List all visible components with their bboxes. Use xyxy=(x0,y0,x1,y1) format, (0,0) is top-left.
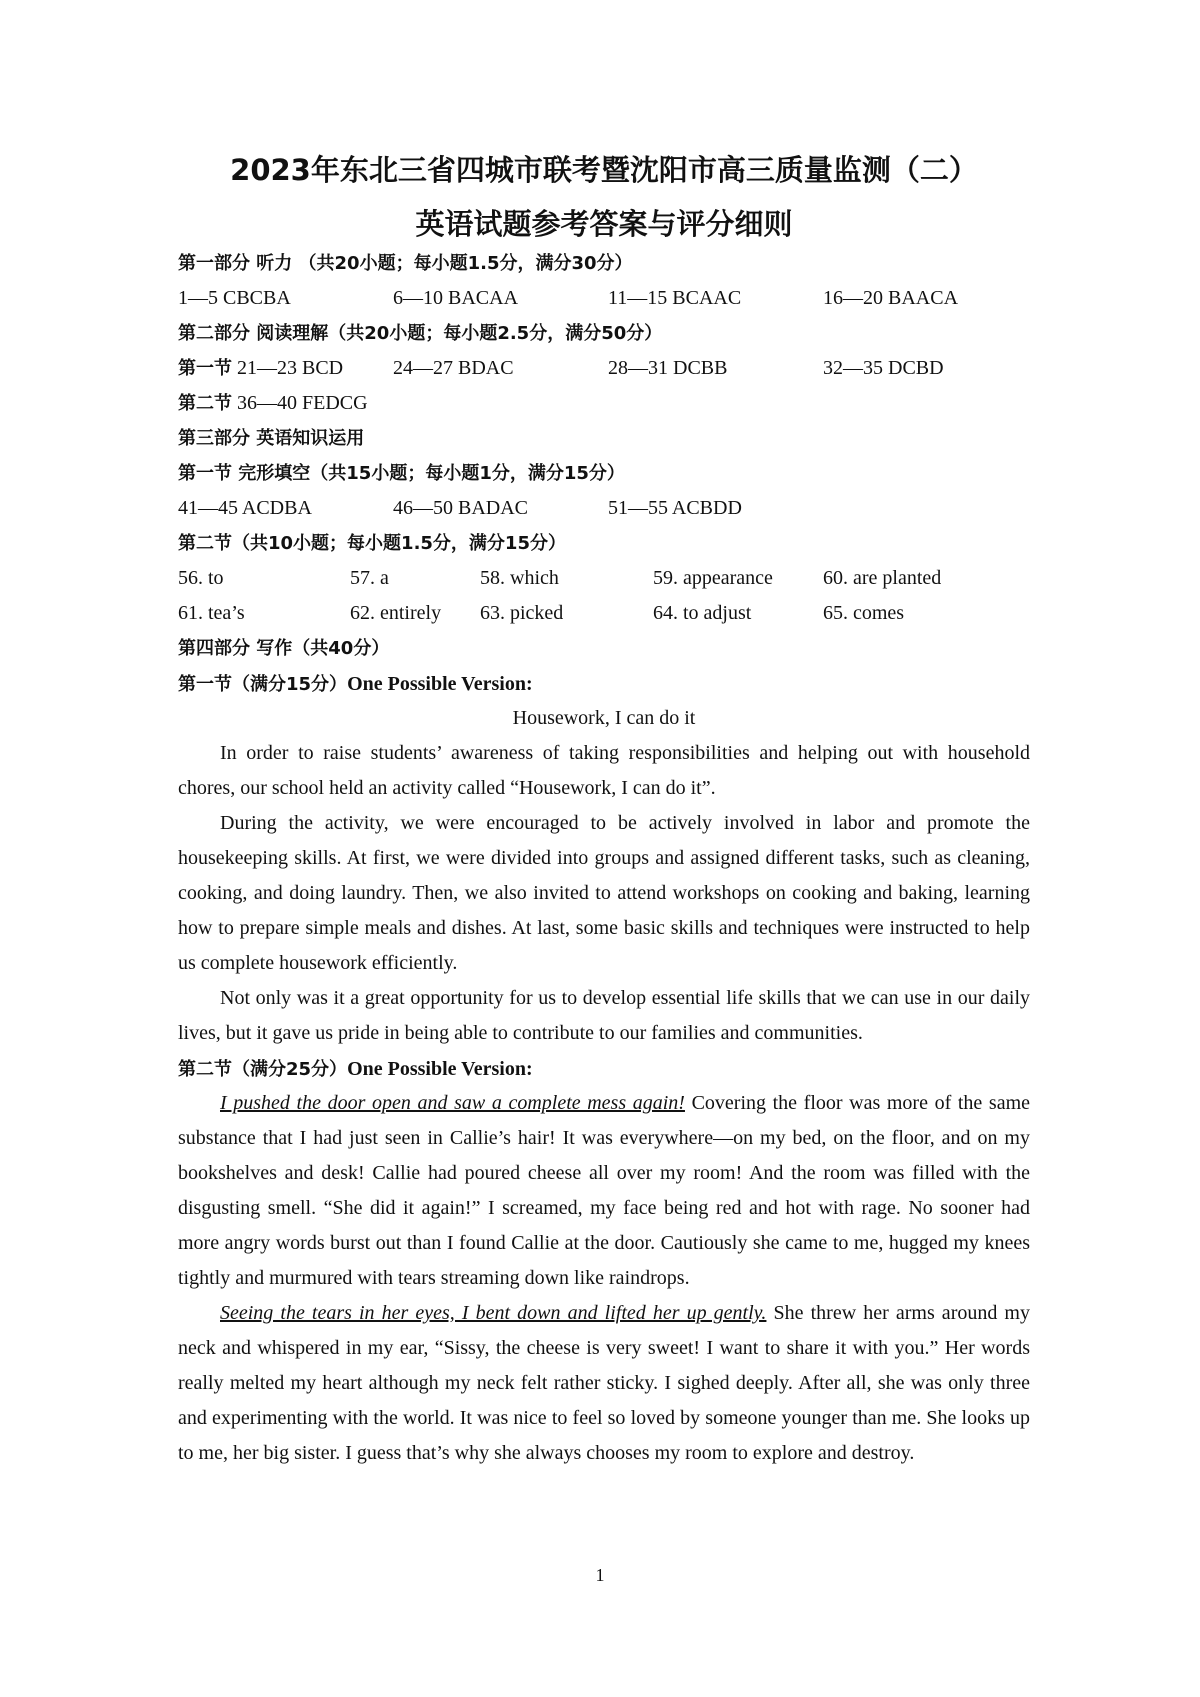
answer-group xyxy=(178,386,368,421)
grammar-answer: 59. appearance xyxy=(653,567,773,589)
given-opening-sentence: I pushed the door open and saw a complete mess again! xyxy=(220,1092,685,1114)
part2-section1-answers xyxy=(178,351,1030,386)
section-heading-en: One Possible Version: xyxy=(347,673,533,695)
paragraph-body: Covering the floor was more of the same substance that I had just seen in Callie’s hair! It was everywhere—on my bed, on the floor, and on my bookshelves and desk! Callie had poured cheese all over my room! And the room was filled with the disgusting smell. “She did it again!” I screamed, my face being red and hot with rage. No sooner had more angry words burst out than I found Callie at the door. Cautiously she came to me, hugged my knees tightly and murmured with tears streaming down like raindrops. xyxy=(178,1092,1031,1289)
part3-heading: 第三部分 英语知识运用 xyxy=(178,428,365,449)
section-label: 第二节 xyxy=(178,393,232,414)
grammar-answer: 57. a xyxy=(350,567,389,589)
essay2-paragraph xyxy=(178,1296,1030,1471)
section-heading-cn: 第二节（满分25分） xyxy=(178,1059,348,1080)
paragraph-body: She threw her arms around my neck and whispered in my ear, “Sissy, the cheese is very sweet! I want to share it with you.” Her words really melted my heart although my neck felt rather sticky. I sighed deeply. After all, she was only three and experimenting with the world. It was nice to feel so loved by someone younger than me. She looks up to me, her big sister. I guess that’s why she always chooses my room to explore and destroy. xyxy=(178,1302,1030,1464)
essay1-paragraph: In order to raise students’ awareness of taking responsibilities and helping out with household chores, our school held an activity called “Housework, I can do it”. xyxy=(178,742,1030,799)
answer-group: 1—5 CBCBA xyxy=(178,287,291,309)
answer-text: 36—40 FEDCG xyxy=(237,392,368,414)
grammar-answer: 56. to xyxy=(178,567,224,589)
grammar-answer: 63. picked xyxy=(480,602,564,624)
grammar-answer: 65. comes xyxy=(823,602,905,624)
section-heading-cn: 第一节（满分15分） xyxy=(178,674,348,695)
answer-group: 41—45 ACDBA xyxy=(178,497,312,519)
part2-section2-answers xyxy=(178,386,1030,421)
answer-group: 16—20 BAACA xyxy=(823,287,959,309)
essay1-paragraph: Not only was it a great opportunity for us to develop essential life skills that we can use in our daily lives, but it gave us pride in being able to contribute to our families and communities. xyxy=(178,987,1030,1044)
part3-section1-heading: 第一节 完形填空（共15小题；每小题1分，满分15分） xyxy=(178,463,625,484)
answer-group xyxy=(178,351,343,386)
grammar-answer: 58. which xyxy=(480,567,559,589)
answer-sheet-page xyxy=(178,150,1030,1471)
section-label: 第一节 xyxy=(178,358,232,379)
part1-heading: 第一部分 听力 （共20小题；每小题1.5分，满分30分） xyxy=(178,253,633,274)
part1-answers xyxy=(178,281,1030,316)
answer-group: 11—15 BCAAC xyxy=(608,287,742,309)
part4-heading: 第四部分 写作（共40分） xyxy=(178,638,390,659)
answer-group: 32—35 DCBD xyxy=(823,357,944,379)
document-title: 2023年东北三省四城市联考暨沈阳市高三质量监测（二） xyxy=(230,153,978,187)
answer-group: 51—55 ACBDD xyxy=(608,497,742,519)
essay1-paragraph: During the activity, we were encouraged to be actively involved in labor and promote the housekeeping skills. At first, we were divided into groups and assigned different tasks, such as cleaning, cooking, and doing laundry. Then, we also invited to attend workshops on cooking and baking, learning how to prepare simple meals and dishes. At last, some basic skills and techniques were instructed to help us complete housework efficiently. xyxy=(178,812,1030,974)
grammar-answer: 62. entirely xyxy=(350,602,442,624)
grammar-answers-row-2 xyxy=(178,596,1030,631)
answer-group: 28—31 DCBB xyxy=(608,357,728,379)
section-heading-en: One Possible Version: xyxy=(347,1058,533,1080)
page-number: 1 xyxy=(595,1565,605,1585)
grammar-answer: 61. tea’s xyxy=(178,602,245,624)
part4-section1-heading xyxy=(178,666,1030,701)
grammar-answer: 64. to adjust xyxy=(653,602,752,624)
answer-group: 6—10 BACAA xyxy=(393,287,519,309)
answer-group: 46—50 BADAC xyxy=(393,497,529,519)
part3-section1-answers xyxy=(178,491,1030,526)
essay2-paragraph xyxy=(178,1086,1030,1296)
answer-group: 24—27 BDAC xyxy=(393,357,514,379)
part2-heading: 第二部分 阅读理解（共20小题；每小题2.5分，满分50分） xyxy=(178,323,663,344)
document-subtitle: 英语试题参考答案与评分细则 xyxy=(415,207,793,241)
grammar-answer: 60. are planted xyxy=(823,567,942,589)
part3-section2-heading: 第二节（共10小题；每小题1.5分，满分15分） xyxy=(178,533,566,554)
answer-text: 21—23 BCD xyxy=(237,357,344,379)
essay1-title: Housework, I can do it xyxy=(512,707,696,729)
grammar-answers-row-1 xyxy=(178,561,1030,596)
given-opening-sentence: Seeing the tears in her eyes, I bent down and lifted her up gently. xyxy=(220,1302,767,1324)
part4-section2-heading xyxy=(178,1051,1030,1086)
